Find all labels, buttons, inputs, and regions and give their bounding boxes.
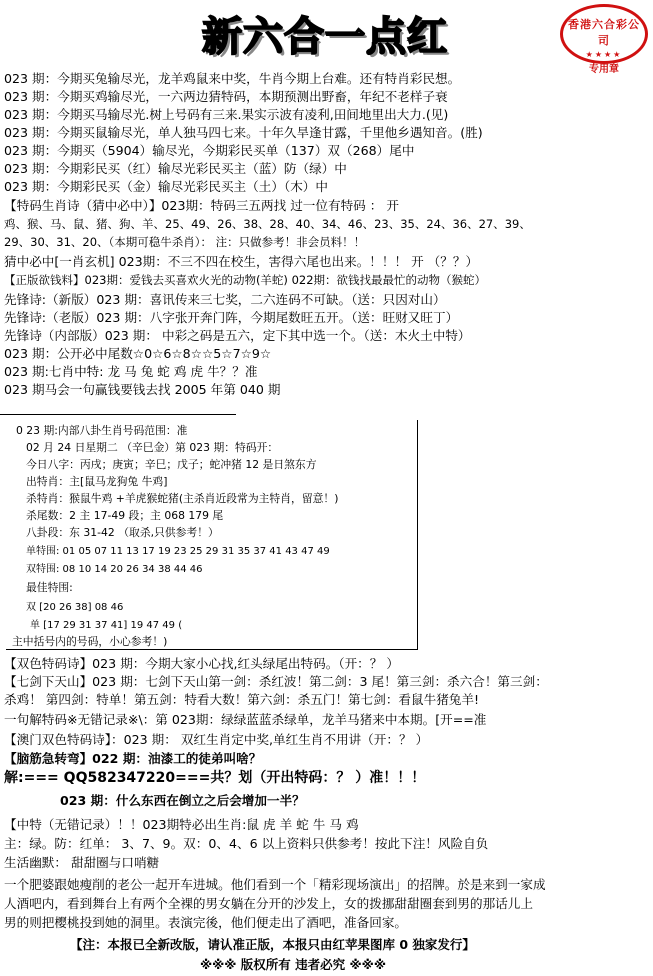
seven-swords-line: 【七剑下天山】023 期：七剑下天山第一剑：杀红波！第二剑：3 尾！第三剑：杀六合！第三剑：: [4, 674, 548, 689]
bagua-header: 0 23 期:内部八卦生肖号码范围：准: [16, 424, 188, 437]
prediction-line: 023 期：今期买鼠输尽光，单人独马四七来。十年久旱逢甘露，千里他乡遇知音。(胜): [4, 125, 483, 140]
mystery-line: 猜中必中[一肖玄机] 023期：不三不四在校生，害得六尾也出来。！！！ 开 （？？）: [4, 254, 479, 269]
bagua-single: 单 [17 29 31 37 41] 19 47 49 (: [30, 620, 183, 631]
prediction-line: 023 期：今期买（5904）输尽光，今期彩民买单（137）双（268）尾中: [4, 143, 415, 158]
seal-stars: ★★★★: [585, 50, 623, 59]
prediction-line: 023 期：今期彩民买（金）输尽光彩民买主（土）（木）中: [4, 179, 328, 194]
divider: [0, 414, 236, 415]
pioneer-poem-line: 先锋诗（内部版）023 期： 中彩之码是五六，定下其中选一个。（送：木火土中特）: [4, 328, 471, 343]
bagua-shawei: 杀尾数：2 主 17-49 段；主 068 179 尾: [26, 509, 224, 522]
page-title: 新六合一点红: [202, 13, 448, 60]
bagua-double-range: 双特围: 08 10 14 20 26 34 38 44 46: [26, 564, 203, 575]
humor-text: 人酒吧内，看到舞台上有两个全裸的男女躺在分开的沙发上，女的拨挪甜甜圈套到男的那话儿上: [4, 896, 533, 911]
prediction-line: 023 期：今期买鸡输尽光，一六两边猜特码，本期预测出野畜，年纪不老样子衰: [4, 89, 448, 104]
bagua-best-label: 最佳特围:: [26, 581, 73, 594]
macau-poem-line: 【澳门双色特码诗】：023 期： 双红生肖定中奖,单红生肖不用讲（开：？ ）: [4, 732, 429, 747]
pioneer-poem-line: 先锋诗:（老版）023 期：八字张开奔门阵，今期尾数旺五开。（送：旺财又旺丁）: [4, 310, 459, 325]
bagua-range: 八卦段：东 31-42 （取杀,只供参考！）: [26, 526, 219, 539]
humor-text: 男的则把樱桃投到她的洞里。表演完後，他们便走出了酒吧，准备回家。: [4, 915, 407, 930]
one-sentence-line: 一句解特码※无错记录※\：第 023期：绿绿蓝蓝杀绿单，龙羊马猪来中本期。[开==准: [4, 712, 487, 727]
number-list-line: 29、30、31、20、（本期可稳牛杀肖）： 注：只做参考！非会员料！！: [4, 235, 366, 249]
tail-number-line: 023 期：公开必中尾数☆0☆6☆8☆☆5☆7☆9☆: [4, 346, 272, 361]
humor-title: 生活幽默： 甜甜圈与口哨糖: [4, 855, 160, 870]
footer-notice: 【注：本报已全新改版，请认准正版，本报只由红苹果图库 0 独家发行】: [70, 937, 475, 952]
prediction-line: 023 期：今期买马输尽光.树上号码有三来.果实示波有凌利,田间地里出大力.(见): [4, 107, 449, 122]
number-list-line: 鸡、猴、马、鼠、猪、狗、羊、25、49、26、38、28、40、34、46、23、35、24、36、27、39、: [4, 217, 531, 231]
humor-text: 一个肥婆跟她瘦削的老公一起开车进城。他们看到一个「精彩现场演出」的招牌。於是来到一家成: [4, 877, 546, 892]
seal-company-name: 香港六合彩公司: [568, 18, 640, 47]
prediction-line: 023 期：今期彩民买（红）输尽光彩民买主（蓝）防（绿）中: [4, 161, 347, 176]
bagua-date: 02 月 24 日星期二 （辛巳金）第 023 期：特码开：: [26, 441, 279, 454]
color-advice-line: 主：绿。防：红单： 3、7、9。双：0、4、6 以上资料只供参考！按此下注！风险自负: [4, 836, 489, 851]
bagua-chute: 出特肖：主[鼠马龙狗兔 牛鸡]: [26, 475, 168, 488]
company-seal: [560, 4, 648, 75]
bagua-single-range: 单特围: 01 05 07 11 13 17 19 23 25 29 31 35 37 41 43 47 49: [26, 546, 330, 557]
prediction-line: 023 期：今期买兔输尽光，龙羊鸡鼠来中奖，牛肖今期上台难。还有特肖彩民想。: [4, 71, 461, 86]
bagua-box: [6, 420, 418, 650]
seven-swords-line: 杀鸡！ 第四剑：特单！第五剑：特看大数！第六剑：杀五门！第七剑：看鼠牛猪兔羊!: [4, 692, 480, 707]
riddle-answer-line: 解:=== QQ582347220===共？划（开出特码：？ ）准！！！: [4, 770, 426, 786]
seal-label: 专用章: [589, 64, 619, 75]
color-poem-line: 【双色特码诗】023 期：今期大家小心找,红头绿尾出特码。（开：？ ）: [4, 656, 399, 671]
bagua-double: 双 [20 26 38] 08 46: [26, 602, 124, 613]
special-zodiac-line: 【中特（无错记录）！！023期特必出生肖:鼠 虎 羊 蛇 牛 马 鸡: [4, 817, 359, 832]
riddle-question-line: 023 期：什么东西在倒立之后会增加一半？: [60, 793, 305, 808]
bagua-bazi: 今日八字：丙戌；庚寅；辛巳；戊子；蛇冲猪 12 是日煞东方: [26, 458, 317, 471]
money-poem-line: 【正版欲钱料】023期：爱钱去买喜欢火光的动物(羊蛇) 022期：欲钱找最最忙的动物（猴蛇）: [4, 273, 487, 287]
bagua-note: 主中括号内的号码，小心参考！): [12, 635, 168, 648]
pioneer-poem-line: 先锋诗:（新版）023 期：喜讯传来三七奖，二六连码不可缺。（送：只因对山）: [4, 292, 446, 307]
footer-copyright: ※※※ 版权所有 违者必究 ※※※: [200, 957, 386, 972]
seven-zodiac-line: 023 期:七肖中特: 龙 马 兔 蛇 鸡 虎 牛？？准: [4, 364, 258, 379]
riddle-line: 【脑筋急转弯】022 期：油漆工的徒弟叫啥？: [4, 751, 262, 766]
zodiac-poem-line: 【特码生肖诗（猜中必中）】023期：特码三五两找 过一位有特码 ： 开: [4, 198, 399, 213]
horse-club-line: 023 期马会一句赢钱要钱去找 2005 年第 040 期: [4, 382, 281, 397]
bagua-shate: 杀特肖：猴鼠牛鸡 +羊虎猴蛇猪(主杀肖近段常为主特肖，留意！): [26, 492, 339, 505]
